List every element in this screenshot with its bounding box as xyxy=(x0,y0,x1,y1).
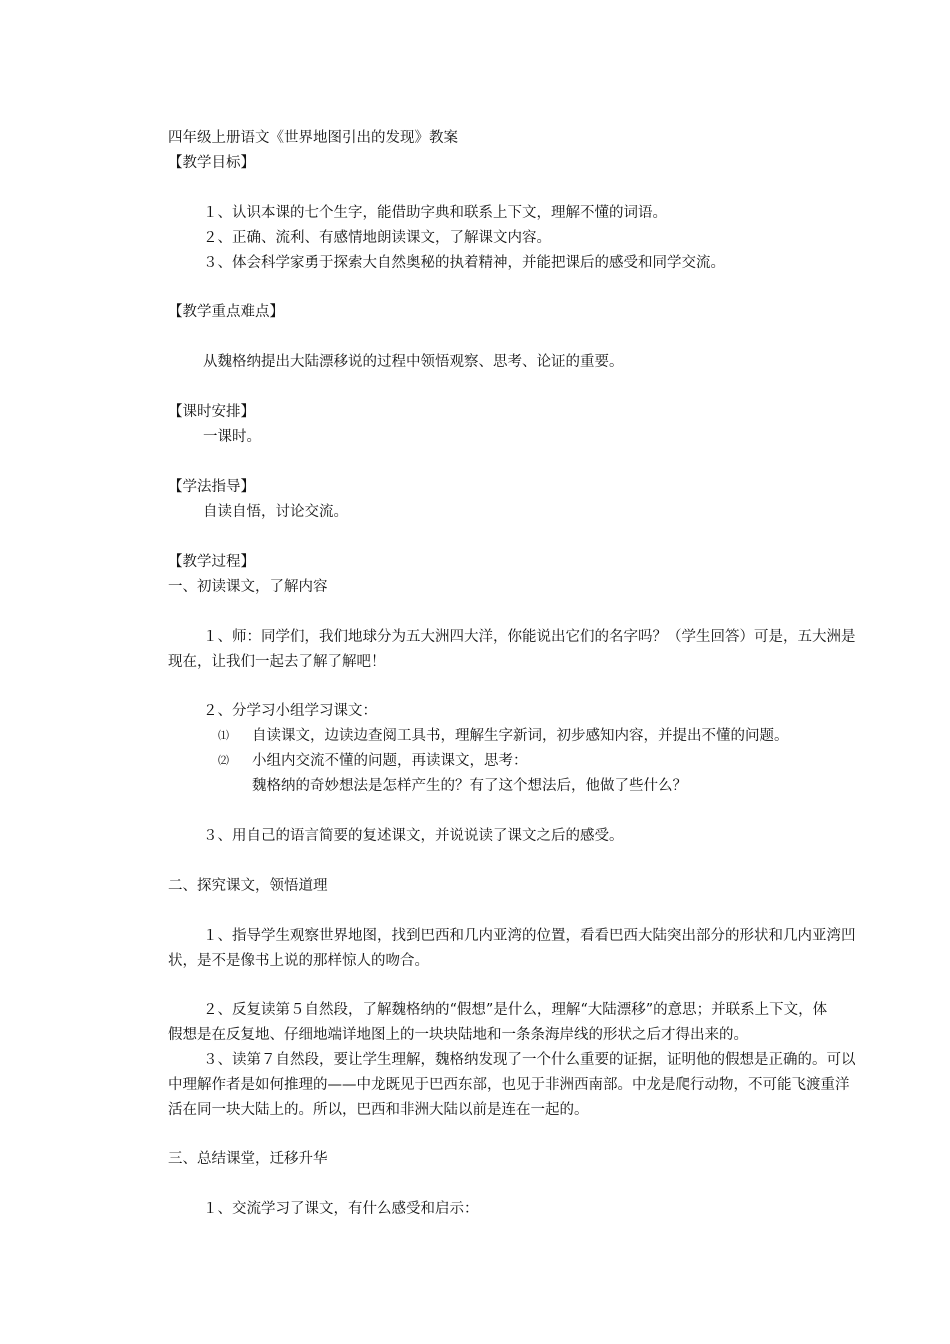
paragraph-line: 状，是不是像书上说的那样惊人的吻合。 xyxy=(168,953,429,969)
section-heading-process: 【教学过程】 xyxy=(168,554,255,570)
part-one-title: 一、初读课文，了解内容 xyxy=(168,579,328,595)
paragraph-line: ２、反复读第５自然段，了解魏格纳的“假想”是什么，理解“大陆漂移”的意思；并联系上下文，体 xyxy=(203,1002,828,1018)
key-points-text: 从魏格纳提出大陆漂移说的过程中领悟观察、思考、论证的重要。 xyxy=(203,354,624,370)
paragraph-line: 活在同一块大陆上的。所以，巴西和非洲大陆以前是连在一起的。 xyxy=(168,1102,589,1118)
part-three-title: 三、总结课堂，迁移升华 xyxy=(168,1151,328,1167)
list-item-continuation: 魏格纳的奇妙想法是怎样产生的？有了这个想法后，他做了些什么？ xyxy=(252,778,687,794)
paragraph-line: 现在，让我们一起去了解了解吧！ xyxy=(168,654,386,670)
document-title: 四年级上册语文《世界地图引出的发现》教案 xyxy=(168,130,458,146)
goal-item: ２、正确、流利、有感情地朗读课文，了解课文内容。 xyxy=(203,230,551,246)
paragraph-line: １、交流学习了课文，有什么感受和启示： xyxy=(203,1201,479,1217)
section-heading-schedule: 【课时安排】 xyxy=(168,404,255,420)
goal-item: ３、体会科学家勇于探索大自然奥秘的执着精神，并能把课后的感受和同学交流。 xyxy=(203,255,725,271)
paragraph-line: 假想是在反复地、仔细地端详地图上的一块块陆地和一条条海岸线的形状之后才得出来的。 xyxy=(168,1027,748,1043)
paragraph-line: ３、读第７自然段，要让学生理解，魏格纳发现了一个什么重要的证据，证明他的假想是正确的。可以 xyxy=(203,1052,856,1068)
method-text: 自读自悟，讨论交流。 xyxy=(203,504,348,520)
section-heading-goals: 【教学目标】 xyxy=(168,155,255,171)
goal-item: １、认识本课的七个生字，能借助字典和联系上下文，理解不懂的词语。 xyxy=(203,205,667,221)
list-item: 小组内交流不懂的问题，再读课文，思考： xyxy=(252,753,528,769)
paragraph-line: １、指导学生观察世界地图，找到巴西和几内亚湾的位置，看看巴西大陆突出部分的形状和几内亚湾凹 xyxy=(203,928,856,944)
section-heading-key-points: 【教学重点难点】 xyxy=(168,304,284,320)
list-number: ⑵ xyxy=(218,754,229,767)
paragraph-line: １、师：同学们，我们地球分为五大洲四大洋，你能说出它们的名字吗？（学生回答）可是，五大洲是 xyxy=(203,629,856,645)
list-number: ⑴ xyxy=(218,729,229,742)
schedule-text: 一课时。 xyxy=(203,429,261,445)
paragraph-line: 中理解作者是如何推理的——中龙既见于巴西东部，也见于非洲西南部。中龙是爬行动物，不可能飞渡重洋 xyxy=(168,1077,850,1093)
part-two-title: 二、探究课文，领悟道理 xyxy=(168,878,328,894)
section-heading-method: 【学法指导】 xyxy=(168,479,255,495)
paragraph-line: ３、用自己的语言简要的复述课文，并说说读了课文之后的感受。 xyxy=(203,828,624,844)
paragraph-line: ２、分学习小组学习课文： xyxy=(203,703,377,719)
list-item: 自读课文，边读边查阅工具书，理解生字新词，初步感知内容，并提出不懂的问题。 xyxy=(252,728,789,744)
